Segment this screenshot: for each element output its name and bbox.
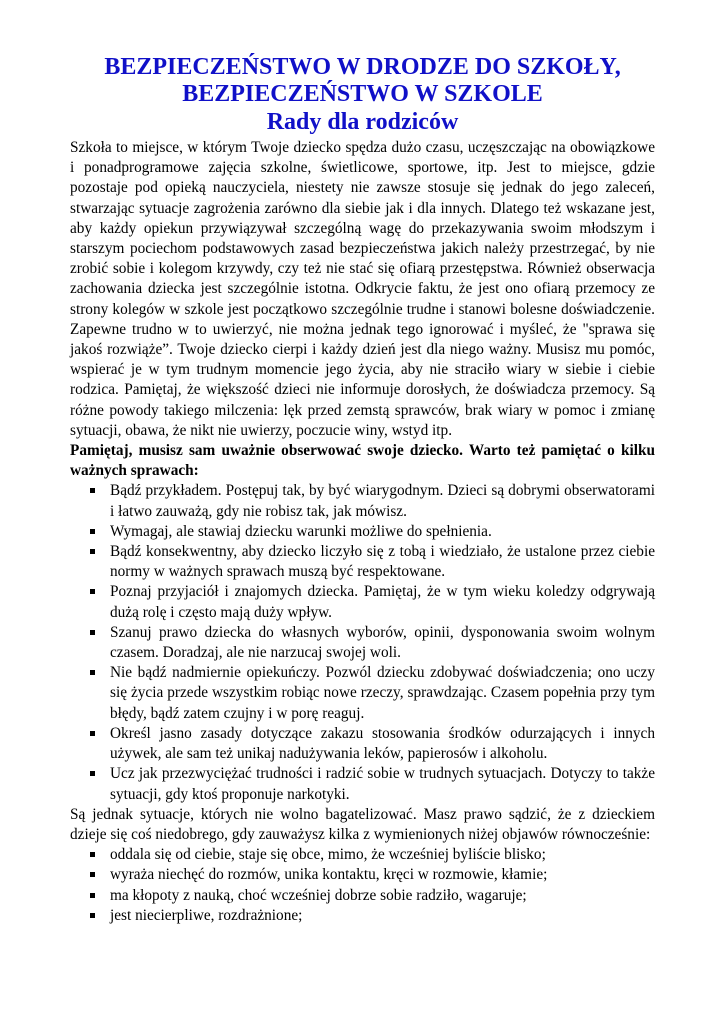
symptom-item: jest niecierpliwe, rozdrażnione;: [110, 906, 655, 926]
square-bullet-icon: [90, 771, 95, 776]
intro-paragraph: Szkoła to miejsce, w którym Twoje dziecko spędza dużo czasu, uczęszczając na obowiązkowe i ponadprogramowe zajęcia szkolne, świetlicowe, sportowe, itp. Jest to miejsce, gdzie pozostaje pod opieką nauczyciela, niestety nie zawsze stosuje się jednak do jego zaleceń, stwarzając sytuacje zagrożenia zarówno dla siebie jak i dla innych. Dlatego też wskazane jest, aby każdy opiekun przywiązywał szczególną wagę do przekazywania swoim młodszym i starszym pociechom podstawowych zasad bezpieczeństwa jakich należy przestrzegać, by nie zrobić sobie i kolegom krzywdy, czy też nie stać się ofiarą przestępstwa. Również obserwacja zachowania dziecka jest szczególnie istotna. Odkrycie faktu, że jest ono ofiarą przemocy ze strony kolegów w szkole jest początkowo szczególnie trudne i stanowi bolesne doświadczenie. Zapewne trudno w to uwierzyć, nie można jednak tego ignorować i myśleć, że "sprawa się jakoś rozwiąże”. Twoje dziecko cierpi i każdy dzień jest dla niego ważny. Musisz mu pomóc, wspierać je w tym trudnym momencie jego życia, aby nie straciło wiary w siebie i ciebie rodzica. Pamiętaj, że większość dzieci nie informuje dorosłych, że doświadcza przemocy. Są różne powody takiego milczenia: lęk przed zemstą sprawców, brak wiary w pomoc i zmianę sytuacji, obawa, że nikt nie uwierzy, poczucie winy, wstyd itp.: [70, 139, 655, 439]
title-line-2: BEZPIECZEŃSTWO W SZKOLE: [182, 81, 543, 107]
symptom-item: wyraża niechęć do rozmów, unika kontaktu, kręci w rozmowie, kłamie;: [110, 865, 655, 885]
symptoms-list: [70, 845, 655, 926]
advice-list: [70, 481, 655, 804]
square-bullet-icon: [90, 913, 95, 918]
advice-item: Wymagaj, ale stawiaj dziecku warunki możliwe do spełnienia.: [110, 522, 655, 542]
advice-item: Nie bądź nadmiernie opiekuńczy. Pozwól dziecku zdobywać doświadczenia; ono uczy się życia przede wszystkim robiąc nowe rzeczy, sprawdzając. Czasem popełnia przy tym błędy, bądź zatem czujny i w porę reaguj.: [110, 663, 655, 724]
square-bullet-icon: [90, 488, 95, 493]
title-line-1: BEZPIECZEŃSTWO W DRODZE DO SZKOŁY,: [104, 54, 621, 80]
square-bullet-icon: [90, 529, 95, 534]
square-bullet-icon: [90, 589, 95, 594]
symptom-item: oddala się od ciebie, staje się obce, mimo, że wcześniej byliście blisko;: [110, 845, 655, 865]
advice-heading: Pamiętaj, musisz sam uważnie obserwować swoje dziecko. Warto też pamiętać o kilku ważnych sprawach:: [70, 442, 655, 480]
square-bullet-icon: [90, 630, 95, 635]
square-bullet-icon: [90, 893, 95, 898]
subtitle: Rady dla rodziców: [266, 109, 459, 135]
advice-item: Określ jasno zasady dotyczące zakazu stosowania środków odurzających i innych używek, ale sam też unikaj nadużywania leków, papierosów i alkoholu.: [110, 724, 655, 764]
advice-item: Bądź przykładem. Postępuj tak, by być wiarygodnym. Dzieci są dobrymi obserwatorami i łatwo zauważą, gdy nie robisz tak, jak mówisz.: [110, 481, 655, 521]
square-bullet-icon: [90, 549, 95, 554]
advice-item: Szanuj prawo dziecka do własnych wyborów, opinii, dysponowania swoim wolnym czasem. Doradzaj, ale nie narzucaj swojej woli.: [110, 623, 655, 663]
warning-paragraph: Są jednak sytuacje, których nie wolno bagatelizować. Masz prawo sądzić, że z dzieckiem dzieje się coś niedobrego, gdy zauważysz kilka z wymienionych niżej objawów równocześnie:: [70, 805, 655, 843]
advice-item: Ucz jak przezwyciężać trudności i radzić sobie w trudnych sytuacjach. Dotyczy to także sytuacji, gdy ktoś proponuje narkotyki.: [110, 764, 655, 804]
symptom-item: ma kłopoty z nauką, choć wcześniej dobrze sobie radziło, wagaruje;: [110, 886, 655, 906]
square-bullet-icon: [90, 872, 95, 877]
advice-item: Poznaj przyjaciół i znajomych dziecka. Pamiętaj, że w tym wieku koledzy odgrywają dużą rolę i często mają duży wpływ.: [110, 582, 655, 622]
square-bullet-icon: [90, 852, 95, 857]
advice-item: Bądź konsekwentny, aby dziecko liczyło się z tobą i wiedziało, że ustalone przez ciebie normy w ważnych sprawach muszą być respektowane.: [110, 542, 655, 582]
square-bullet-icon: [90, 670, 95, 675]
square-bullet-icon: [90, 731, 95, 736]
